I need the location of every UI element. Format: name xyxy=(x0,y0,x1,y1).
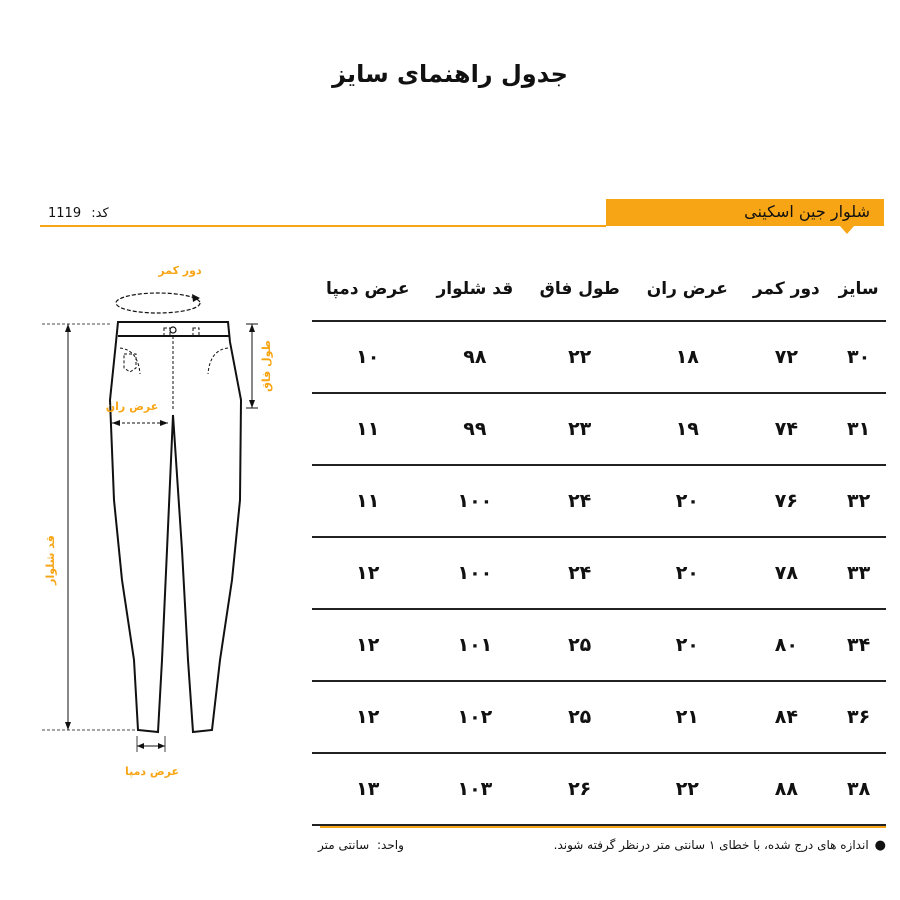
table-header-row xyxy=(312,258,886,321)
table-row xyxy=(312,321,886,393)
product-code xyxy=(48,206,109,221)
banner-notch xyxy=(840,226,854,234)
table-cell: ۹۸ xyxy=(424,321,527,393)
label-length: قد شلوار xyxy=(44,535,57,585)
table-cell: ۷۲ xyxy=(741,321,831,393)
table-row xyxy=(312,393,886,465)
table-cell: ۳۰ xyxy=(831,321,886,393)
table-row xyxy=(312,753,886,825)
unit-info xyxy=(318,838,404,852)
table-cell: ۸۰ xyxy=(741,609,831,681)
page-title: جدول راهنمای سایز xyxy=(332,60,568,88)
product-name-banner xyxy=(606,199,884,226)
header-waist: دور کمر xyxy=(741,258,831,321)
tolerance-note-text: اندازه های درج شده، با خطای ۱ سانتی متر درنظر گرفته شوند. xyxy=(553,838,869,852)
table-row xyxy=(312,609,886,681)
table-cell: ۲۰ xyxy=(633,465,741,537)
waist-ellipse xyxy=(116,293,200,313)
jeans-outline xyxy=(110,322,241,732)
table-cell: ۱۳ xyxy=(312,753,424,825)
header-size: سایز xyxy=(831,258,886,321)
jeans-button xyxy=(170,327,176,333)
table-cell: ۱۲ xyxy=(312,537,424,609)
unit-label: واحد: xyxy=(377,838,404,852)
header-hem: عرض دمپا xyxy=(312,258,424,321)
table-row xyxy=(312,465,886,537)
header-thigh: عرض ران xyxy=(633,258,741,321)
header-length: قد شلوار xyxy=(424,258,527,321)
table-row xyxy=(312,537,886,609)
bullet-icon: ● xyxy=(874,838,886,853)
table-cell: ۱۹ xyxy=(633,393,741,465)
table-cell: ۲۴ xyxy=(526,537,633,609)
unit-value: سانتی متر xyxy=(318,838,370,852)
label-hem: عرض دمپا xyxy=(124,765,180,778)
table-cell: ۲۰ xyxy=(633,537,741,609)
table-cell: ۷۸ xyxy=(741,537,831,609)
table-cell: ۲۴ xyxy=(526,465,633,537)
table-cell: ۱۱ xyxy=(312,393,424,465)
table-cell: ۸۸ xyxy=(741,753,831,825)
table-cell: ۱۰۳ xyxy=(424,753,527,825)
table-cell: ۲۵ xyxy=(526,681,633,753)
table-cell: ۱۸ xyxy=(633,321,741,393)
table-cell: ۳۳ xyxy=(831,537,886,609)
size-table xyxy=(312,258,886,826)
product-name: شلوار جین اسکینی xyxy=(744,202,870,221)
table-cell: ۲۱ xyxy=(633,681,741,753)
label-thigh: عرض ران xyxy=(105,400,159,413)
product-code-value: 1119 xyxy=(48,206,82,221)
table-cell: ۱۰ xyxy=(312,321,424,393)
table-cell: ۲۲ xyxy=(633,753,741,825)
table-cell: ۳۴ xyxy=(831,609,886,681)
table-cell: ۲۵ xyxy=(526,609,633,681)
table-row xyxy=(312,681,886,753)
table-cell: ۳۸ xyxy=(831,753,886,825)
table-cell: ۲۰ xyxy=(633,609,741,681)
jeans-measurement-diagram xyxy=(30,250,320,790)
header-divider xyxy=(40,225,606,227)
label-rise: طول فاق xyxy=(260,340,273,392)
table-cell: ۷۶ xyxy=(741,465,831,537)
table-cell: ۳۶ xyxy=(831,681,886,753)
table-cell: ۱۲ xyxy=(312,609,424,681)
table-cell: ۳۱ xyxy=(831,393,886,465)
table-cell: ۱۰۰ xyxy=(424,537,527,609)
jeans-details xyxy=(120,328,228,410)
label-waist: دور کمر xyxy=(158,264,202,277)
footer-divider xyxy=(320,826,886,828)
table-cell: ۷۴ xyxy=(741,393,831,465)
table-cell: ۱۰۱ xyxy=(424,609,527,681)
tolerance-note xyxy=(554,838,886,853)
table-cell: ۹۹ xyxy=(424,393,527,465)
table-cell: ۱۱ xyxy=(312,465,424,537)
table-cell: ۲۲ xyxy=(526,321,633,393)
product-code-label: کد: xyxy=(91,206,109,221)
header-rise: طول فاق xyxy=(526,258,633,321)
table-cell: ۱۲ xyxy=(312,681,424,753)
table-cell: ۱۰۰ xyxy=(424,465,527,537)
table-cell: ۸۴ xyxy=(741,681,831,753)
table-cell: ۲۳ xyxy=(526,393,633,465)
table-cell: ۲۶ xyxy=(526,753,633,825)
table-cell: ۳۲ xyxy=(831,465,886,537)
table-cell: ۱۰۲ xyxy=(424,681,527,753)
